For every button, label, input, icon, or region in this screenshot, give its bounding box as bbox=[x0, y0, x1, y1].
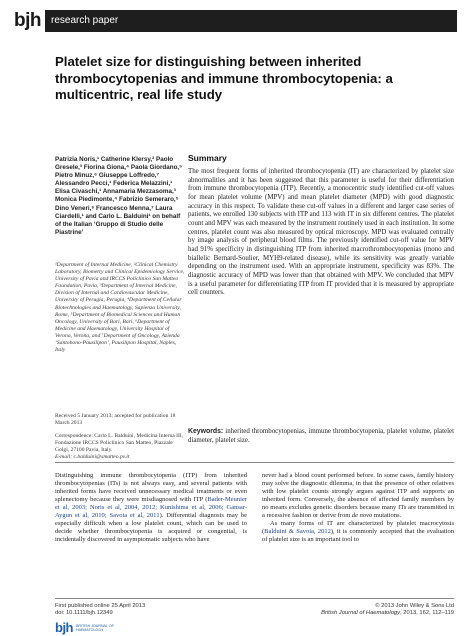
received-dates: Received 5 January 2013; accepted for publication 18 March 2013 bbox=[55, 413, 176, 427]
body-left-text-2: ). Differential diagnosis may be especially difficult when a low platelet count, which can be used to decide whether thrombocytopenia is acquired or congenital, is incidentally discovered in asymptomatic subjects who have bbox=[55, 512, 247, 544]
journal-name: British Journal of Haematology bbox=[321, 610, 401, 617]
affiliations: ¹Department of Internal Medicine, ²Clinical Chemistry Laboratory, Biometry and Clinical Epidemiology Service, University of Pavia and IRCCS Policlinico San Matteo Foundation, Pavia, ³Department of Internal Medicine, Division of Internal and Cardiovascular Medicine, University of Perugia, Perugia, ⁴Department of Cellular Biotechnologies and Haematology, Sapienza University, Rome, ⁵Department of Biomedical Sciences and Human Oncology, University of Bari, Bari, ⁶Department of Medicine and Haematology, University Hospital of Verona, Verona, and ⁷Department of Oncology, Azienda ‘Santobono-Pausilipon’, Pausilipon Hospital, Naples, Italy bbox=[55, 262, 185, 354]
section-divider bbox=[55, 462, 454, 463]
summary-text: The most frequent forms of inherited thrombocytopenia (IT) are characterized by platelet size abnormalities and it has been suggested that this parameter is useful for their differentiation from immune thrombocytopenia (ITP). Recently, a monocentric study identified cut-off values for mean platelet volume (MPV) and mean platelet diameter (MPD) with good diagnostic accuracy in this respect. To validate these cut-off values in a different and larger case series of patients, we enrolled 130 subjects with ITP and 113 with IT in six different centres. The platelet count and MPV was each measured by the instrument routinely used in each institution. In some centres, platelet count was also measured by optical microscopy. MPD was evaluated centrally by image analysis of peripheral blood films. The previously identified cut-off value for MPV had 91% specificity in distinguishing ITP from inherited macrothrombocytopenias (mono and biallelic Bernard-Soulier, MYH9-related disease), while its sensitivity was greatly variable depending on the instrument used. With an appropriate instrument, specificity was 83%. The diagnostic accuracy of MPD was lower than that obtained with MPV. We concluded that MPV is a useful parameter for differentiating ITP from IT provided that it is measured by appropriate cell counters. bbox=[188, 168, 454, 297]
correspondence bbox=[55, 433, 185, 461]
keywords-list: inherited thrombocytopenias, immune thrombocytopenia, platelet volume, platelet diameter, platelet size. bbox=[188, 428, 454, 444]
body-right-text-2: mutations. bbox=[372, 512, 402, 520]
bjh-logo-mark: bjh bbox=[55, 620, 73, 635]
journal-logo: bjh bbox=[14, 10, 41, 31]
correspondence-address: Correspondence: Carlo L. Balduini, Medicina Interna III, Fondazione IRCCS Policlinico San Matteo, Piazzale Golgi, 27100 Pavia, Italy. bbox=[55, 433, 184, 454]
body-column-left bbox=[55, 472, 247, 544]
doi[interactable]: doi: 10.1111/bjh.12349 bbox=[55, 610, 113, 617]
keywords-label: Keywords: bbox=[188, 428, 224, 435]
body-left-text-1: Distinguishing immune thrombocytopenia (ITP) from inherited thrombocytopenias (ITs) is not always easy, and several patients with inherited forms have received unnecessary medical treatments or even splenectomy because they were misdiagnosed with ITP ( bbox=[55, 472, 247, 504]
body-column-right bbox=[262, 472, 454, 544]
volume-pages: , 2013, 162, 112–119 bbox=[400, 610, 454, 617]
footer-copyright bbox=[262, 603, 454, 618]
body-right-text-1: never had a blood count performed before. In some cases, family history may solve the diagnostic dilemma, in that the presence of other relatives with low platelet counts strongly argues against ITP and supports an inherited form. Conversely, the absence of affected family members by no means excludes genetic disorders because many ITs are transmitted in a recessive fashion or derive from bbox=[262, 472, 454, 520]
citation-link[interactable]: Bader-Meunier et al, 2003; Noris et al, 2004, 2012; Kunishima et al, 2006; Gansar-Aygun et al, 2010; Savoia et al, 2011 bbox=[55, 496, 247, 520]
section-label: research paper bbox=[45, 10, 457, 32]
journal-citation bbox=[262, 610, 454, 617]
bjh-logo-subtitle: BRITISH JOURNAL OF HAEMATOLOGY bbox=[76, 623, 114, 632]
summary-heading: Summary bbox=[188, 153, 227, 163]
article-title: Platelet size for distinguishing between inherited thrombocytopenias and immune thrombocytopenia: a multicentric, real life study bbox=[55, 54, 393, 102]
de-novo-term: de novo bbox=[351, 512, 373, 520]
first-published: First published online 25 April 2013 bbox=[55, 603, 146, 609]
keywords bbox=[188, 428, 454, 445]
bjh-footer-logo bbox=[55, 620, 128, 635]
body-right-text-4: ), it is commonly accepted that the evaluation of platelet size is an important tool to bbox=[262, 528, 454, 544]
footer-divider bbox=[55, 598, 454, 599]
author-list: Patrizia Noris,¹ Catherine Klersy,² Paolo Gresele,³ Fiorina Giona,⁴ Paola Giordano,⁵ Pietro Minuz,⁶ Giuseppe Loffredo,⁷ Alessandro Pecci,¹ Federica Melazzini,¹ Elisa Civaschi,¹ Annamaria Mezzasoma,³ Monica Piedimonte,⁴ Fabrizio Semeraro,⁵ Dino Veneri,⁶ Francesco Menna,⁷ Laura Ciardelli,¹ and Carlo L. Balduini¹ on behalf of the Italian ‘Gruppo di Studio delle Piastrine’ bbox=[55, 156, 183, 236]
correspondence-email[interactable]: E-mail: c.balduini@smatteo.pv.it bbox=[55, 454, 130, 461]
copyright: © 2013 John Wiley & Sons Ltd bbox=[375, 603, 454, 609]
journal-header bbox=[14, 10, 457, 32]
footer-publication-info bbox=[55, 603, 255, 618]
body-right-text-3: As many forms of IT are characterized by platelet macrocytosis ( bbox=[262, 520, 454, 536]
article-history bbox=[55, 413, 185, 468]
citation-link[interactable]: Balduini & Savoia, 2012 bbox=[264, 528, 331, 536]
